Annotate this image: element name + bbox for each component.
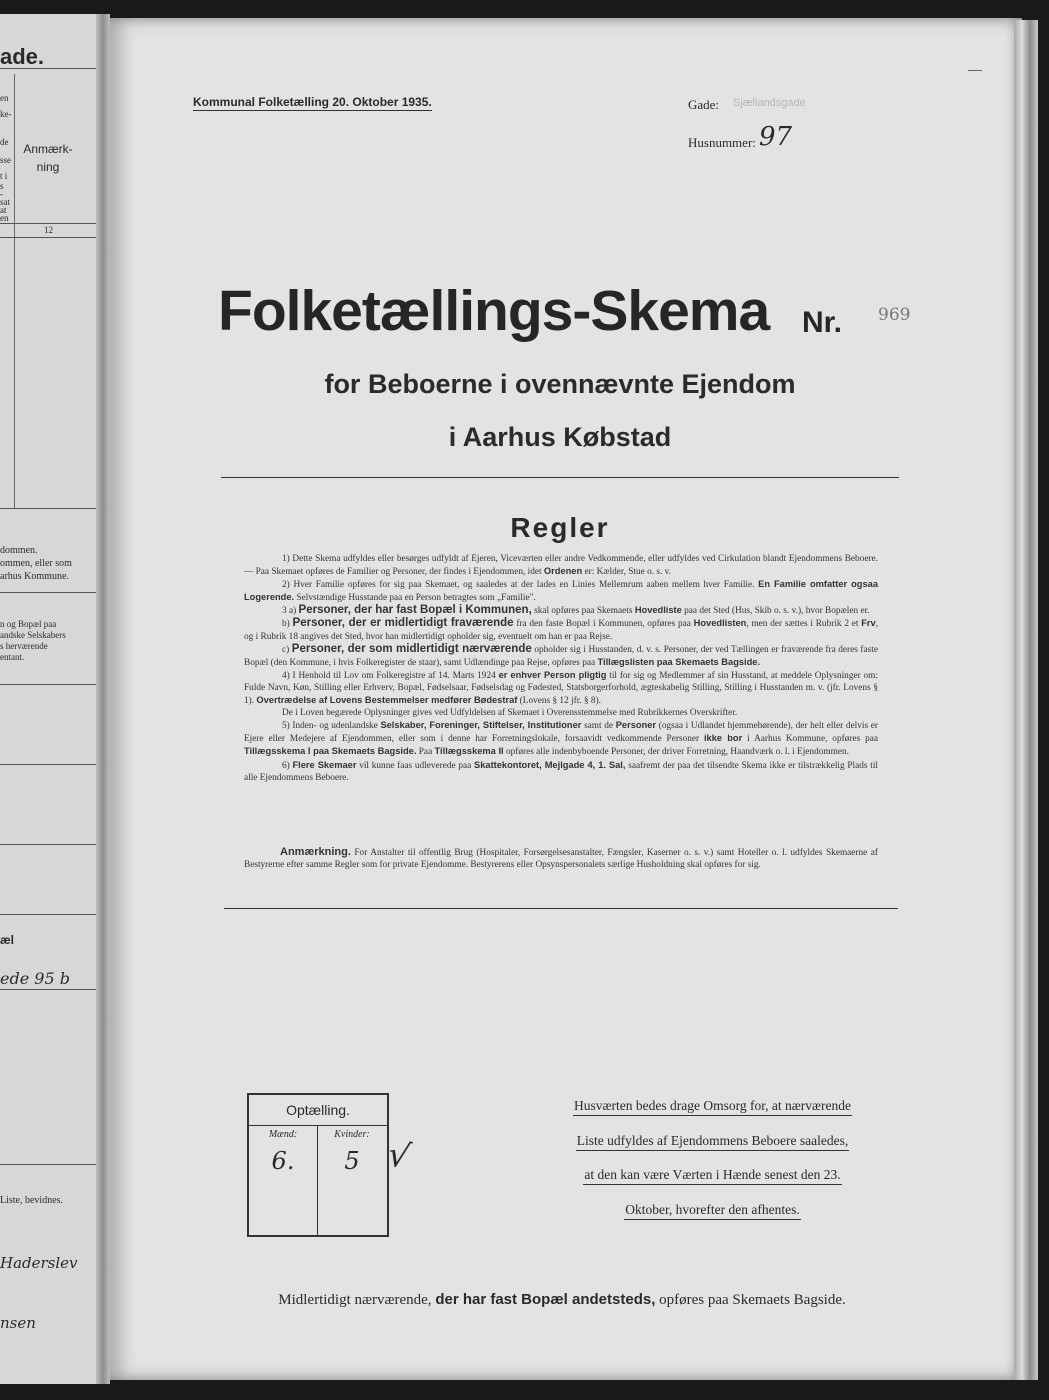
form-title: Folketællings-Skema (218, 279, 770, 343)
rules-text (244, 553, 878, 784)
left-text-line: arhus Kommune. (0, 571, 69, 582)
form-subtitle-city: i Aarhus Købstad (448, 422, 672, 452)
rule-1: 1) Dette Skema udfyldes eller besørges udfyldt af Ejeren, Viceværten eller andre Vedkommende, eller udfyldes ved Cirkulation blandt Ejendommens Beboere. — Paa Skemaet opføres de Familier og Personer, der findes i Ejendommen, idet Ordenen er: Kælder, Stue o. s. v. (244, 554, 878, 578)
notice-line-1 (540, 1098, 885, 1114)
left-handwritten-signature: nsen (0, 1314, 36, 1332)
left-page-rule (0, 68, 108, 69)
form-nr-label: Nr. (802, 306, 843, 339)
notice-text: Oktober, hvorefter den afhentes. (624, 1202, 801, 1220)
left-handwritten-text: ede 95 b (0, 969, 70, 988)
left-column-fragment: ke- (0, 109, 12, 119)
census-label: Kommunal Folketælling 20. Oktober 1935. (193, 95, 432, 109)
left-text-line: n og Bopæl paa (0, 619, 57, 629)
count-box (247, 1093, 389, 1237)
left-text-line: ommen, eller som (0, 558, 72, 569)
left-text-line: dommen. (0, 545, 38, 556)
notice-text: at den kan være Værten i Hænde senest den 23. (583, 1167, 841, 1185)
women-count: 5 (344, 1147, 360, 1175)
left-page-rule (0, 592, 108, 593)
left-text-line: s herværende (0, 641, 48, 651)
left-column-fragment: - (0, 189, 3, 199)
left-text-line: andske Selskabers (0, 630, 66, 640)
footer-bold: der har fast Bopæl andetsteds, (435, 1291, 656, 1308)
left-page-rule (0, 914, 108, 915)
left-page-rule (0, 989, 108, 990)
men-label: Mænd: (268, 1129, 298, 1140)
notice-line-2 (540, 1133, 885, 1149)
left-column-fragment: t i (0, 171, 8, 181)
footer-note (222, 1291, 902, 1309)
left-column-header: Anmærk- ning (23, 142, 73, 174)
rule-4b: De i Loven begærede Oplysninger gives ved Udfyldelsen af Skemaet i Overensstemmelse med Rubrikkernes Overskrifter. (282, 708, 738, 719)
page-stack-edge (1014, 20, 1038, 1380)
divider (224, 908, 898, 909)
left-label-fragment: æl (0, 933, 15, 947)
form-nr-value: 969 (878, 305, 911, 325)
left-text-line: Liste, bevidnes. (0, 1195, 64, 1206)
footer-part: opføres paa Skemaets Bagside. (659, 1292, 846, 1308)
rule-4: 4) I Henhold til Lov om Folkeregistre af 14. Marts 1924 er enhver Person pligtig til for sig og Medlemmer af sin Husstand, at meddele Oplysninger om: Fulde Navn, Køn, Stilling eller Erhverv, Bopæl, Fødselsaar, Fødselsdag og Fødested, Statsborgerforhold, ægteskabelig Stilling, Stilling i Husstanden m. v. (jfr. Lovens § 1). Overtrædelse af Lovens Bestemmelser medfører Bødestraf (Lovens § 12 jfr. § 8). (244, 669, 878, 707)
left-page-title-fragment: ade. (0, 44, 45, 69)
left-page-rule (0, 764, 108, 765)
left-page-column-line (14, 74, 15, 509)
anmaerkning-label: Anmærkning. (280, 846, 351, 858)
left-page-rule (0, 844, 108, 845)
check-mark: √ (384, 1134, 414, 1178)
gade-label: Gade: (688, 97, 720, 112)
rule-5: 5) Inden- og udenlandske Selskaber, Foreninger, Stiftelser, Institutioner samt de Personer (ogsaa i Udlandet hjemmehørende), der helt eller delvis er Ejere eller Medejere af Ejendommen, eller som i denne har Forretningslokale, forsaavidt vedkommende Personer ikke bor i Aarhus Kommune, opføres paa Tillægsskema I paa Skemaets Bagside. Paa Tillægsskema II opføres alle indenbyboende Personer, der driver Forretning, Haandværk o. l. i Ejendommen. (244, 720, 879, 758)
notice-line-3 (540, 1167, 885, 1183)
women-label: Kvinder: (334, 1129, 370, 1140)
count-box-divider (317, 1125, 318, 1235)
left-column-fragment: sse (0, 155, 11, 165)
left-page-rule (0, 684, 108, 685)
left-page-rule (0, 1164, 108, 1165)
left-handwritten-signature: Haderslev (0, 1254, 78, 1272)
husnummer-label: Husnummer: (688, 135, 756, 150)
notice-text: Husværten bedes drage Omsorg for, at nærværende (573, 1098, 852, 1116)
left-column-fragment: de (0, 137, 9, 147)
left-column-fragment: at (0, 205, 7, 215)
anmaerkning-text: For Anstalter til offentlig Brug (Hospitaler, Forsørgelsesanstalter, Fængsler, Kaserner o. s. v.) samt Hoteller o. l. udfyldes Skemaerne af Bestyrerne efter samme Regler som for private Ejendomme. Bestyrerens eller Opsynspersonalets særlige Husholdning skal opføres for sig. (244, 848, 879, 871)
count-box-title: Optælling. (249, 1095, 387, 1126)
notice-line-4 (540, 1202, 885, 1218)
left-column-fragment: sat (0, 197, 10, 207)
gade-value: Sjællandsgade (733, 97, 806, 109)
rule-3c: c) Personer, der som midlertidigt nærværende opholder sig i Husstanden, d. v. s. Personer, der ved Tællingen er fraværende fra deres faste Bopæl (den Kommune, i hvis Folkeregister de staar), samt Udlændinge paa Rejse, opføres paa Tillægslisten paa Skemaets Bagside. (244, 642, 878, 668)
margin-mark (968, 70, 982, 71)
rule-3b: b) Personer, der er midlertidigt fraværende fra den faste Bopæl i Kommunen, opføres paa Hovedlisten, men der sættes i Rubrik 2 et Frv, og i Rubrik 18 angives det Sted, hvor han midlertidigt opholder sig, eventuelt om han er paa Rejse. (244, 617, 879, 642)
left-text-line: entant. (0, 652, 25, 662)
rule-6: 6) Flere Skemaer vil kunne faas udleverede paa Skattekontoret, Mejlgade 4, 1. Sal, saafremt der paa det tilsendte Skema ikke er tilstrækkelig Plads til alle Ejendommens Beboere. (244, 759, 879, 783)
left-column-fragment: en (0, 213, 9, 223)
anmaerkning (244, 846, 878, 872)
rule-2: 2) Hver Familie opføres for sig paa Skemaet, og saaledes at der lades en Linies Mellemrum aaben mellem hver Familie. En Familie omfatter ogsaa Logerende. Selvstændige Husstande paa en Person betragtes som „Familie". (244, 579, 878, 604)
page-fold (96, 14, 110, 1384)
left-column-fragment: en (0, 93, 9, 103)
left-column-fragment: s (0, 181, 4, 191)
form-subtitle: for Beboerne i ovennævnte Ejendom (324, 369, 796, 399)
left-page-rule (0, 223, 108, 224)
husnummer-value: 97 (759, 122, 793, 152)
footer-part: Midlertidigt nærværende, (278, 1292, 432, 1308)
divider (221, 477, 899, 478)
rule-3a: 3 a) Personer, der har fast Bopæl i Kommunen, skal opføres paa Skemaets Hovedliste paa det Sted (Hus, Skib o. s. v.), hvor Bopælen er. (282, 604, 870, 617)
left-page-rule (0, 237, 108, 238)
notice-text: Liste udfyldes af Ejendommens Beboere saaledes, (576, 1133, 849, 1151)
left-page (0, 14, 108, 1384)
men-count: 6. (271, 1147, 295, 1175)
left-page-rule (0, 508, 108, 509)
rules-heading: Regler (510, 512, 610, 543)
left-column-number: 12 (44, 225, 53, 235)
